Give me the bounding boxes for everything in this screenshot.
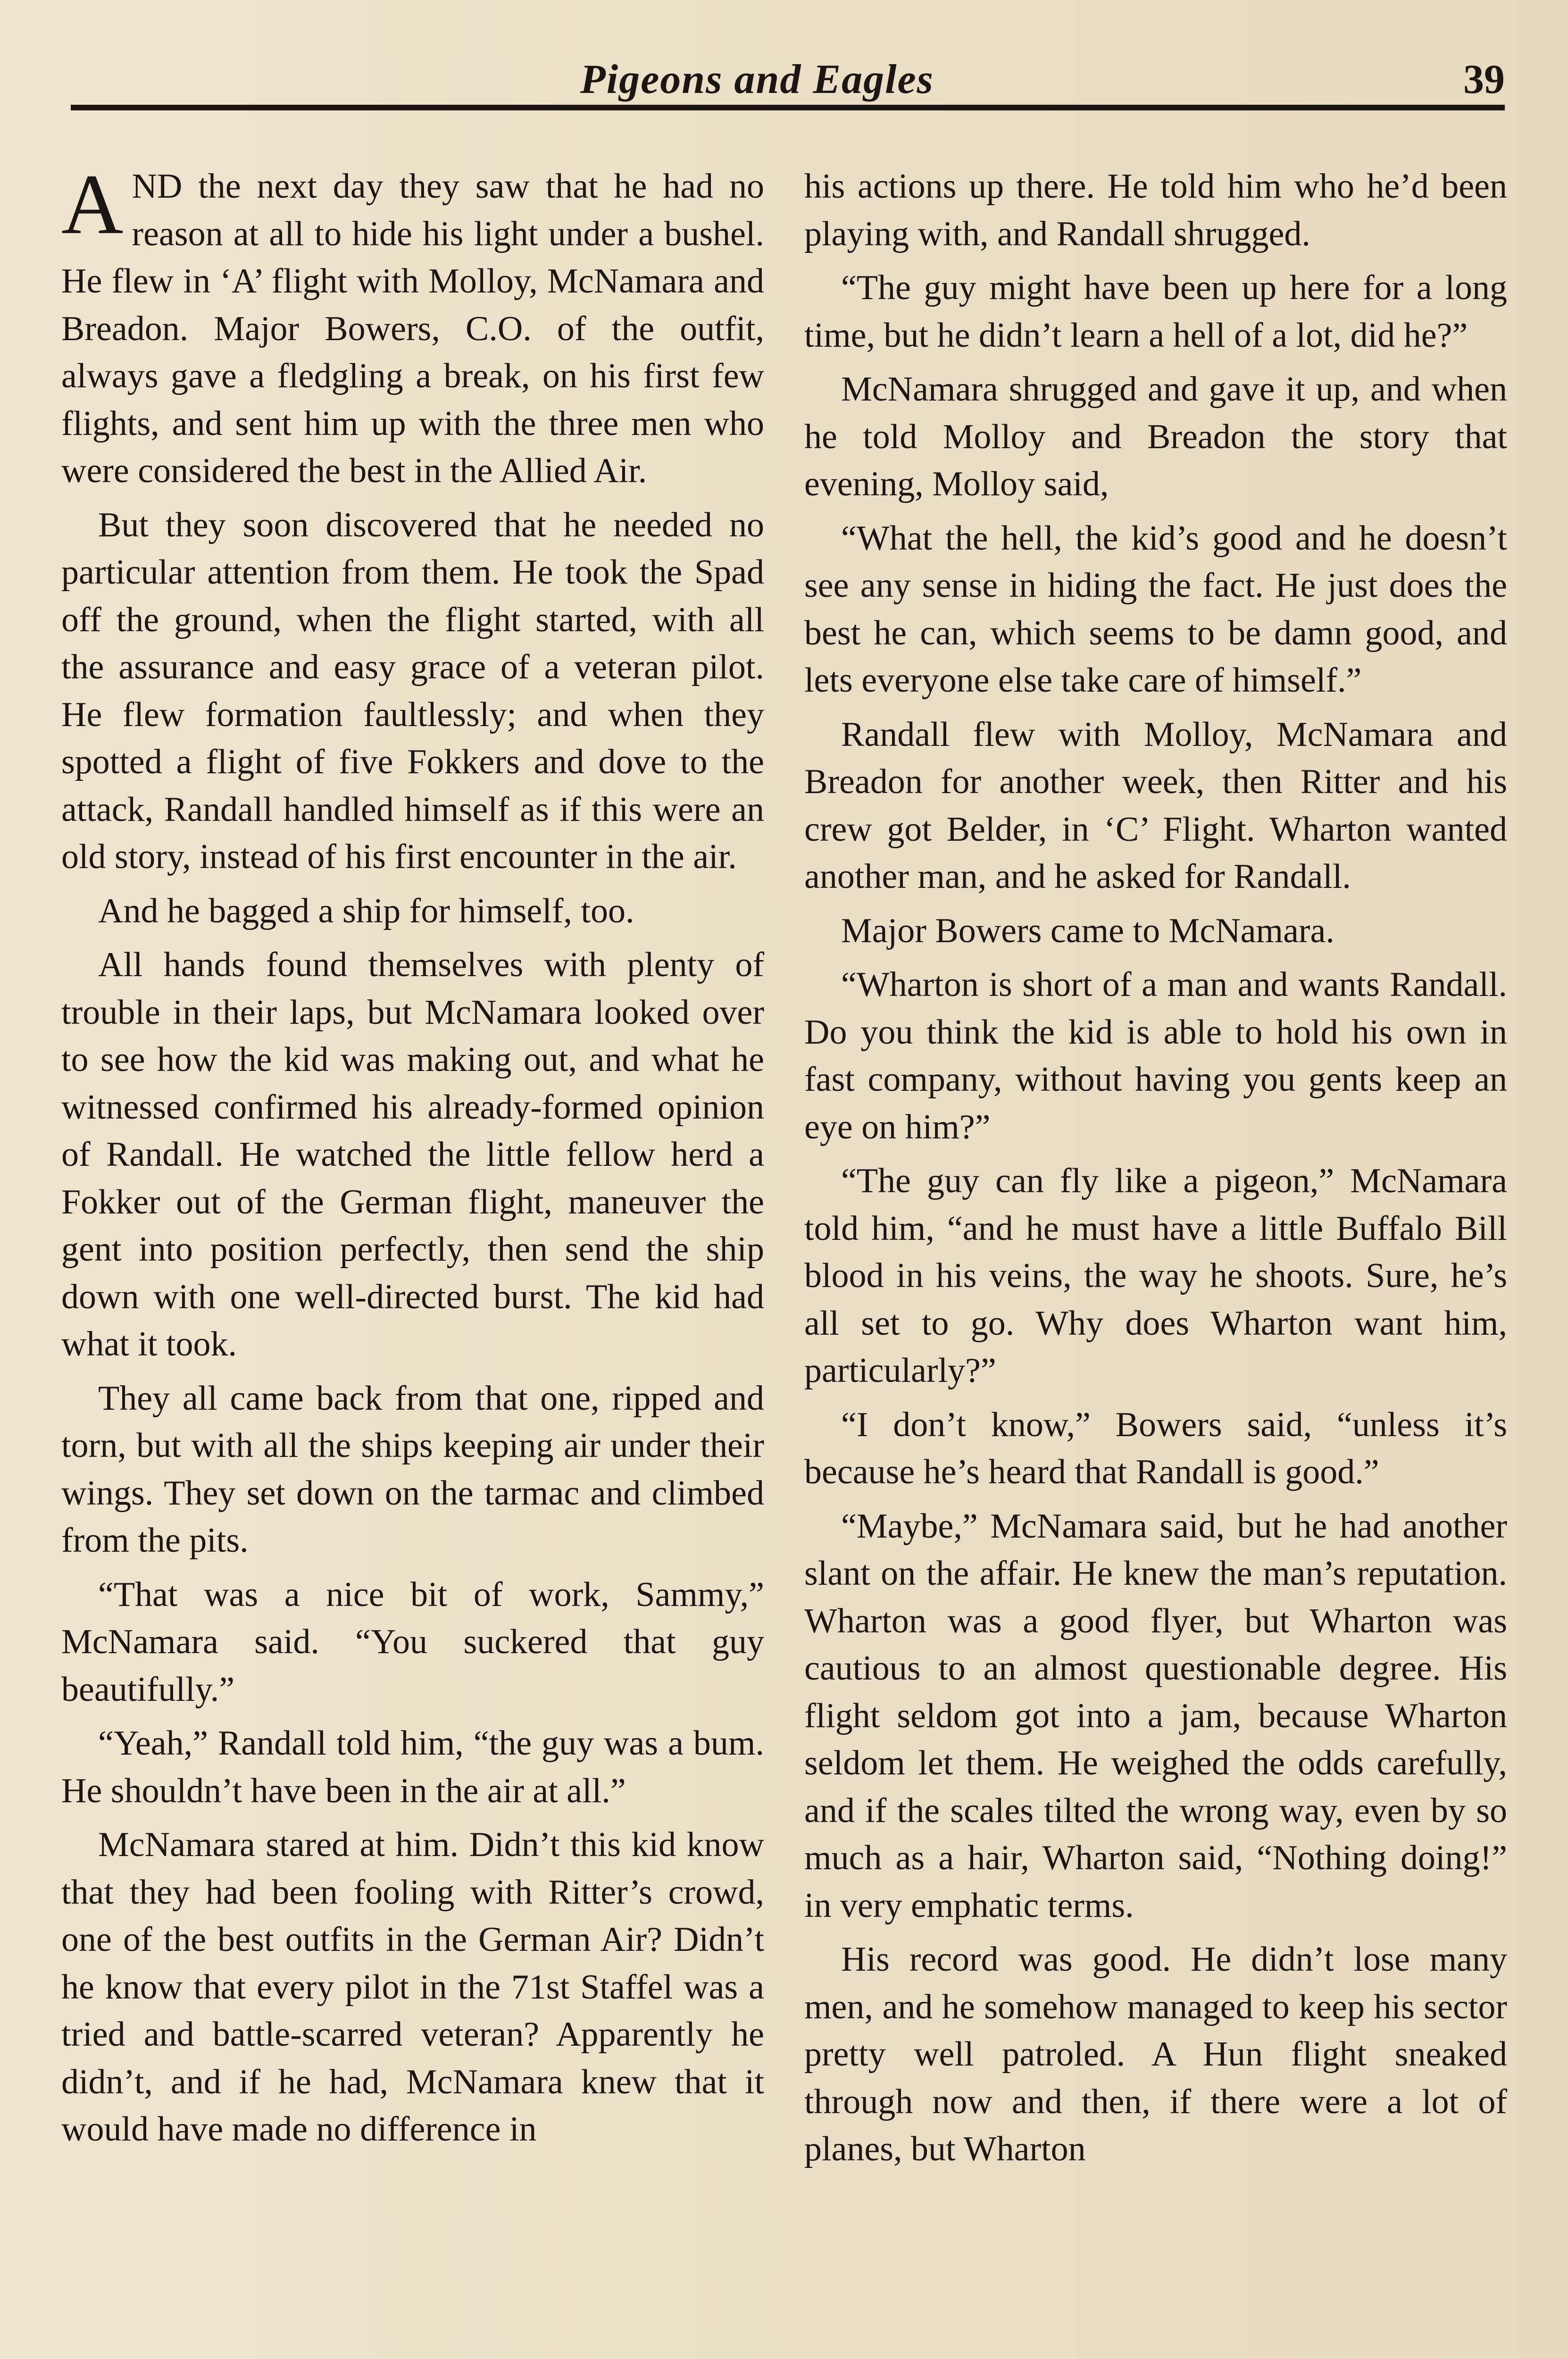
paragraph: And he bagged a ship for himself, too. bbox=[98, 891, 634, 930]
left-column bbox=[61, 157, 764, 2160]
page-number: 39 bbox=[1463, 57, 1505, 102]
right-column bbox=[804, 163, 1507, 2180]
paragraph: McNamara shrugged and gave it up, and when he told Molloy and Breadon the story that evening, Molloy said, bbox=[804, 370, 1507, 503]
running-title: Pigeons and Eagles bbox=[580, 57, 934, 102]
drop-cap: A bbox=[61, 157, 124, 252]
paragraph: “Wharton is short of a man and wants Randall. Do you think the kid is able to hold his own in fast company, without having you gents keep an eye on him?” bbox=[804, 965, 1507, 1146]
paragraph bbox=[61, 157, 764, 495]
paragraph-text: ND the next day they saw that he had no reason at all to hide his light under a bushel. He flew in ‘A’ flight with Molloy, McNamara and Breadon. Major Bowers, C.O. of the outfit, always gave a fledgling a break, on his first few flights, and sent him up with the three men who were considered the best in the Allied Air. bbox=[61, 167, 764, 490]
paragraph: His record was good. He didn’t lose many men, and he somehow managed to keep his sector pretty well patroled. A Hun flight sneaked through now and then, if there were a lot of planes, but Wharton bbox=[804, 1940, 1507, 2168]
paragraph: “That was a nice bit of work, Sammy,” McNamara said. “You suckered that guy beautifully.” bbox=[61, 1575, 764, 1709]
paragraph: “What the hell, the kid’s good and he doesn’t see any sense in hiding the fact. He just does the best he can, which seems to be damn good, and lets everyone else take care of himself.” bbox=[804, 519, 1507, 700]
paragraph: McNamara stared at him. Didn’t this kid know that they had been fooling with Ritter’s crowd, one of the best outfits in the German Air? Didn’t he know that every pilot in the 71st Staffel was a tried and battle-scarred veteran? Apparently he didn’t, and if he had, McNamara knew that it would have made no difference in bbox=[61, 1825, 764, 2149]
paragraph: But they soon discovered that he needed no particular attention from them. He took the Spad off the ground, when the flight started, with all the assurance and easy grace of a veteran pilot. He flew formation faultlessly; and when they spotted a flight of five Fokkers and dove to the attack, Randall handled himself as if this were an old story, instead of his first encounter in the air. bbox=[61, 505, 764, 876]
paragraph: All hands found themselves with plenty of trouble in their laps, but McNamara looked over to see how the kid was making out, and what he witnessed confirmed his already-formed opinion of Randall. He watched the little fellow herd a Fokker out of the German flight, maneuver the gent into position perfectly, then send the ship down with one well-directed burst. The kid had what it took. bbox=[61, 945, 764, 1364]
page-header bbox=[71, 47, 1505, 113]
paragraph: They all came back from that one, ripped and torn, but with all the ships keeping air under their wings. They set down on the tarmac and climbed from the pits. bbox=[61, 1379, 764, 1560]
paragraph: “Yeah,” Randall told him, “the guy was a bum. He shouldn’t have been in the air at all.” bbox=[61, 1724, 764, 1810]
header-rule bbox=[71, 105, 1505, 110]
paragraph: Major Bowers came to McNamara. bbox=[841, 911, 1334, 950]
paragraph: “I don’t know,” Bowers said, “unless it’s because he’s heard that Randall is good.” bbox=[804, 1405, 1507, 1491]
paragraph: “The guy can fly like a pigeon,” McNamara told him, “and he must have a little Buffalo Bill blood in his veins, the way he shoots. Sure, he’s all set to go. Why does Wharton want him, particularly?” bbox=[804, 1162, 1507, 1390]
paragraph: his actions up there. He told him who he’d been playing with, and Randall shrugged. bbox=[804, 167, 1507, 253]
paragraph: “Maybe,” McNamara said, but he had another slant on the affair. He knew the man’s reputation. Wharton was a good flyer, but Wharton was cautious to an almost questionable degree. His flight seldom got into a jam, because Wharton seldom let them. He weighed the odds carefully, and if the scales tilted the wrong way, even by so much as a hair, Wharton said, “Nothing doing!” in very emphatic terms. bbox=[804, 1506, 1507, 1925]
paragraph: Randall flew with Molloy, McNamara and Breadon for another week, then Ritter and his crew got Belder, in ‘C’ Flight. Wharton wanted another man, and he asked for Randall. bbox=[804, 715, 1507, 896]
paragraph: “The guy might have been up here for a long time, but he didn’t learn a hell of a lot, did he?” bbox=[804, 268, 1507, 355]
